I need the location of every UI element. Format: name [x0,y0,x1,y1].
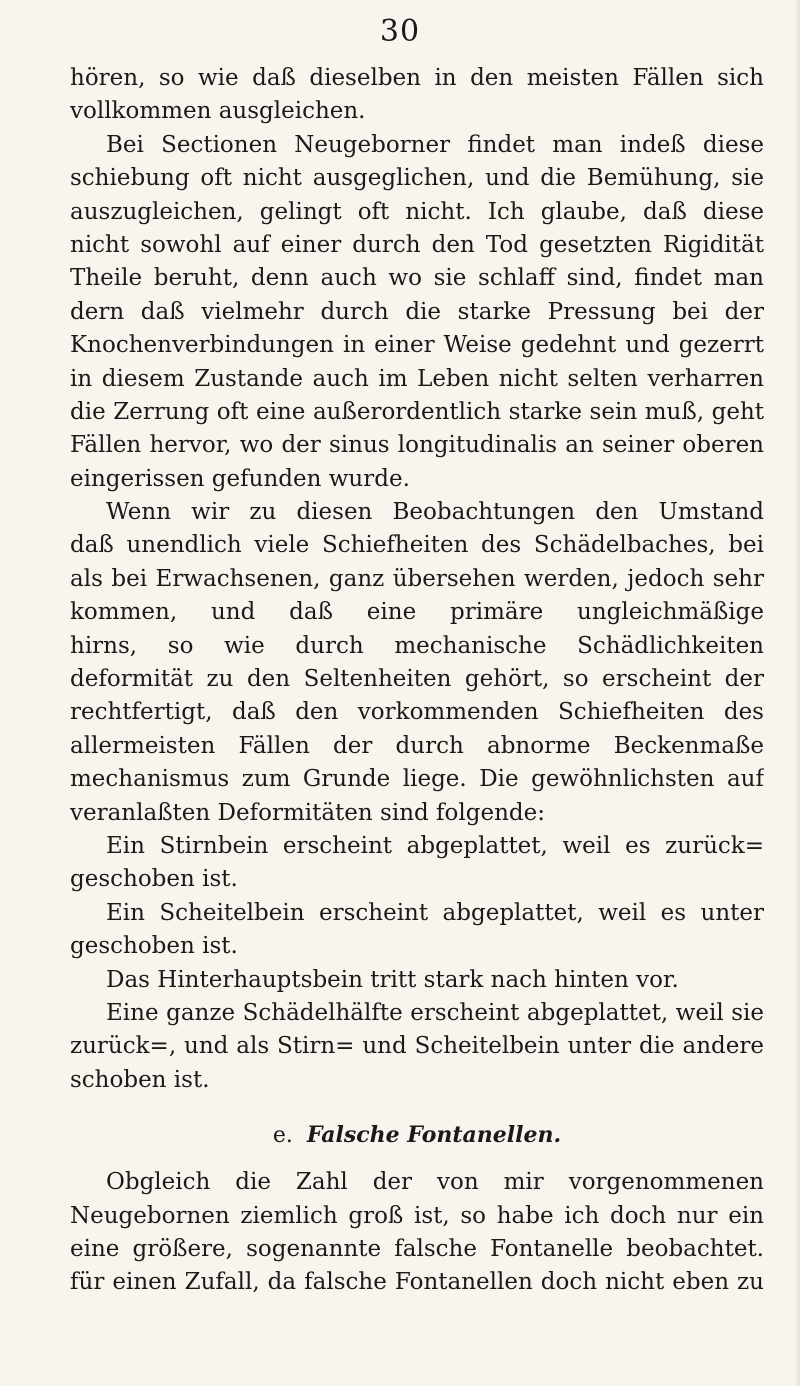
text-line: daß unendlich viele Schiefheiten des Schädelbaches, bei [70,532,764,559]
text-line: geschoben ist. [70,866,238,893]
paragraph [70,964,764,997]
text-line: mechanismus zum Grunde liege. Die gewöhnlichsten auf [70,766,764,793]
text-line: rechtfertigt, daß den vorkommenden Schiefheiten des [70,699,764,726]
text-line: geschoben ist. [70,933,238,960]
text-line: hören, so wie daß dieselben in den meisten Fällen sich [70,65,764,91]
text-line: auszugleichen, gelingt oft nicht. Ich glaube, daß diese [70,198,764,225]
section-heading [70,1119,764,1152]
text-line: Ein Scheitelbein erscheint abgeplattet, weil es unter [106,899,764,926]
text-line: Das Hinterhauptsbein tritt stark nach hinten vor. [106,966,679,993]
text-line: Theile beruht, denn auch wo sie schlaff sind, findet man [70,265,764,292]
page-number: 30 [379,14,421,49]
text-line: Fällen hervor, wo der sinus longitudinalis an seiner oberen [70,432,764,459]
text-line: eine größere, sogenannte falsche Fontanelle beobachtet. [70,1235,764,1262]
text-line: Bei Sectionen Neugeborner findet man indeß diese [106,131,764,158]
text-line: Knochenverbindungen in einer Weise gedehnt und gezerrt [70,332,764,359]
paragraph [70,897,764,964]
text-line: deformität zu den Seltenheiten gehört, so erscheint der [70,666,764,693]
text-line: die Zerrung oft eine außerordentlich starke sein muß, geht [70,398,764,425]
text-line: eingerissen gefunden wurde. [70,465,410,492]
paragraph [70,830,764,897]
text-line: Obgleich die Zahl der von mir vorgenommenen [106,1169,764,1196]
paragraph [70,62,764,129]
text-line: Eine ganze Schädelhälfte erscheint abgeplattet, weil sie [106,999,764,1026]
paragraph [70,997,764,1097]
text-line: für einen Zufall, da falsche Fontanellen doch nicht eben zu [70,1269,764,1296]
text-line: veranlaßten Deformitäten sind folgende: [70,799,545,826]
text-line: zurück=, und als Stirn= und Scheitelbein unter die andere [70,1033,764,1060]
paragraph [70,1166,764,1300]
text-line: vollkommen ausgleichen. [70,98,366,125]
text-line: Ein Stirnbein erscheint abgeplattet, weil es zurück= [106,832,764,859]
text-line: als bei Erwachsenen, ganz übersehen werden, jedoch sehr [70,565,764,592]
text-line: Wenn wir zu diesen Beobachtungen den Umstand [106,499,764,526]
section-title: Falsche Fontanellen. [306,1122,562,1149]
body-text [70,62,764,1300]
text-line: hirns, so wie durch mechanische Schädlichkeiten [70,632,764,659]
text-line: in diesem Zustande auch im Leben nicht selten verharren [70,365,764,392]
text-line: nicht sowohl auf einer durch den Tod gesetzten Rigidität [70,231,764,258]
page-edge-shadow [794,0,800,1386]
text-line: schoben ist. [70,1066,210,1093]
paragraph [70,496,764,830]
text-line: allermeisten Fällen der durch abnorme Beckenmaße [70,732,764,759]
section-label: e. [272,1123,293,1149]
text-line: schiebung oft nicht ausgeglichen, und die Bemühung, sie [70,165,764,192]
text-line: dern daß vielmehr durch die starke Pressung bei der [70,298,764,325]
paragraph [70,129,764,496]
text-line: Neugebornen ziemlich groß ist, so habe ich doch nur ein [70,1202,764,1229]
text-line: kommen, und daß eine primäre ungleichmäßige [70,599,764,626]
